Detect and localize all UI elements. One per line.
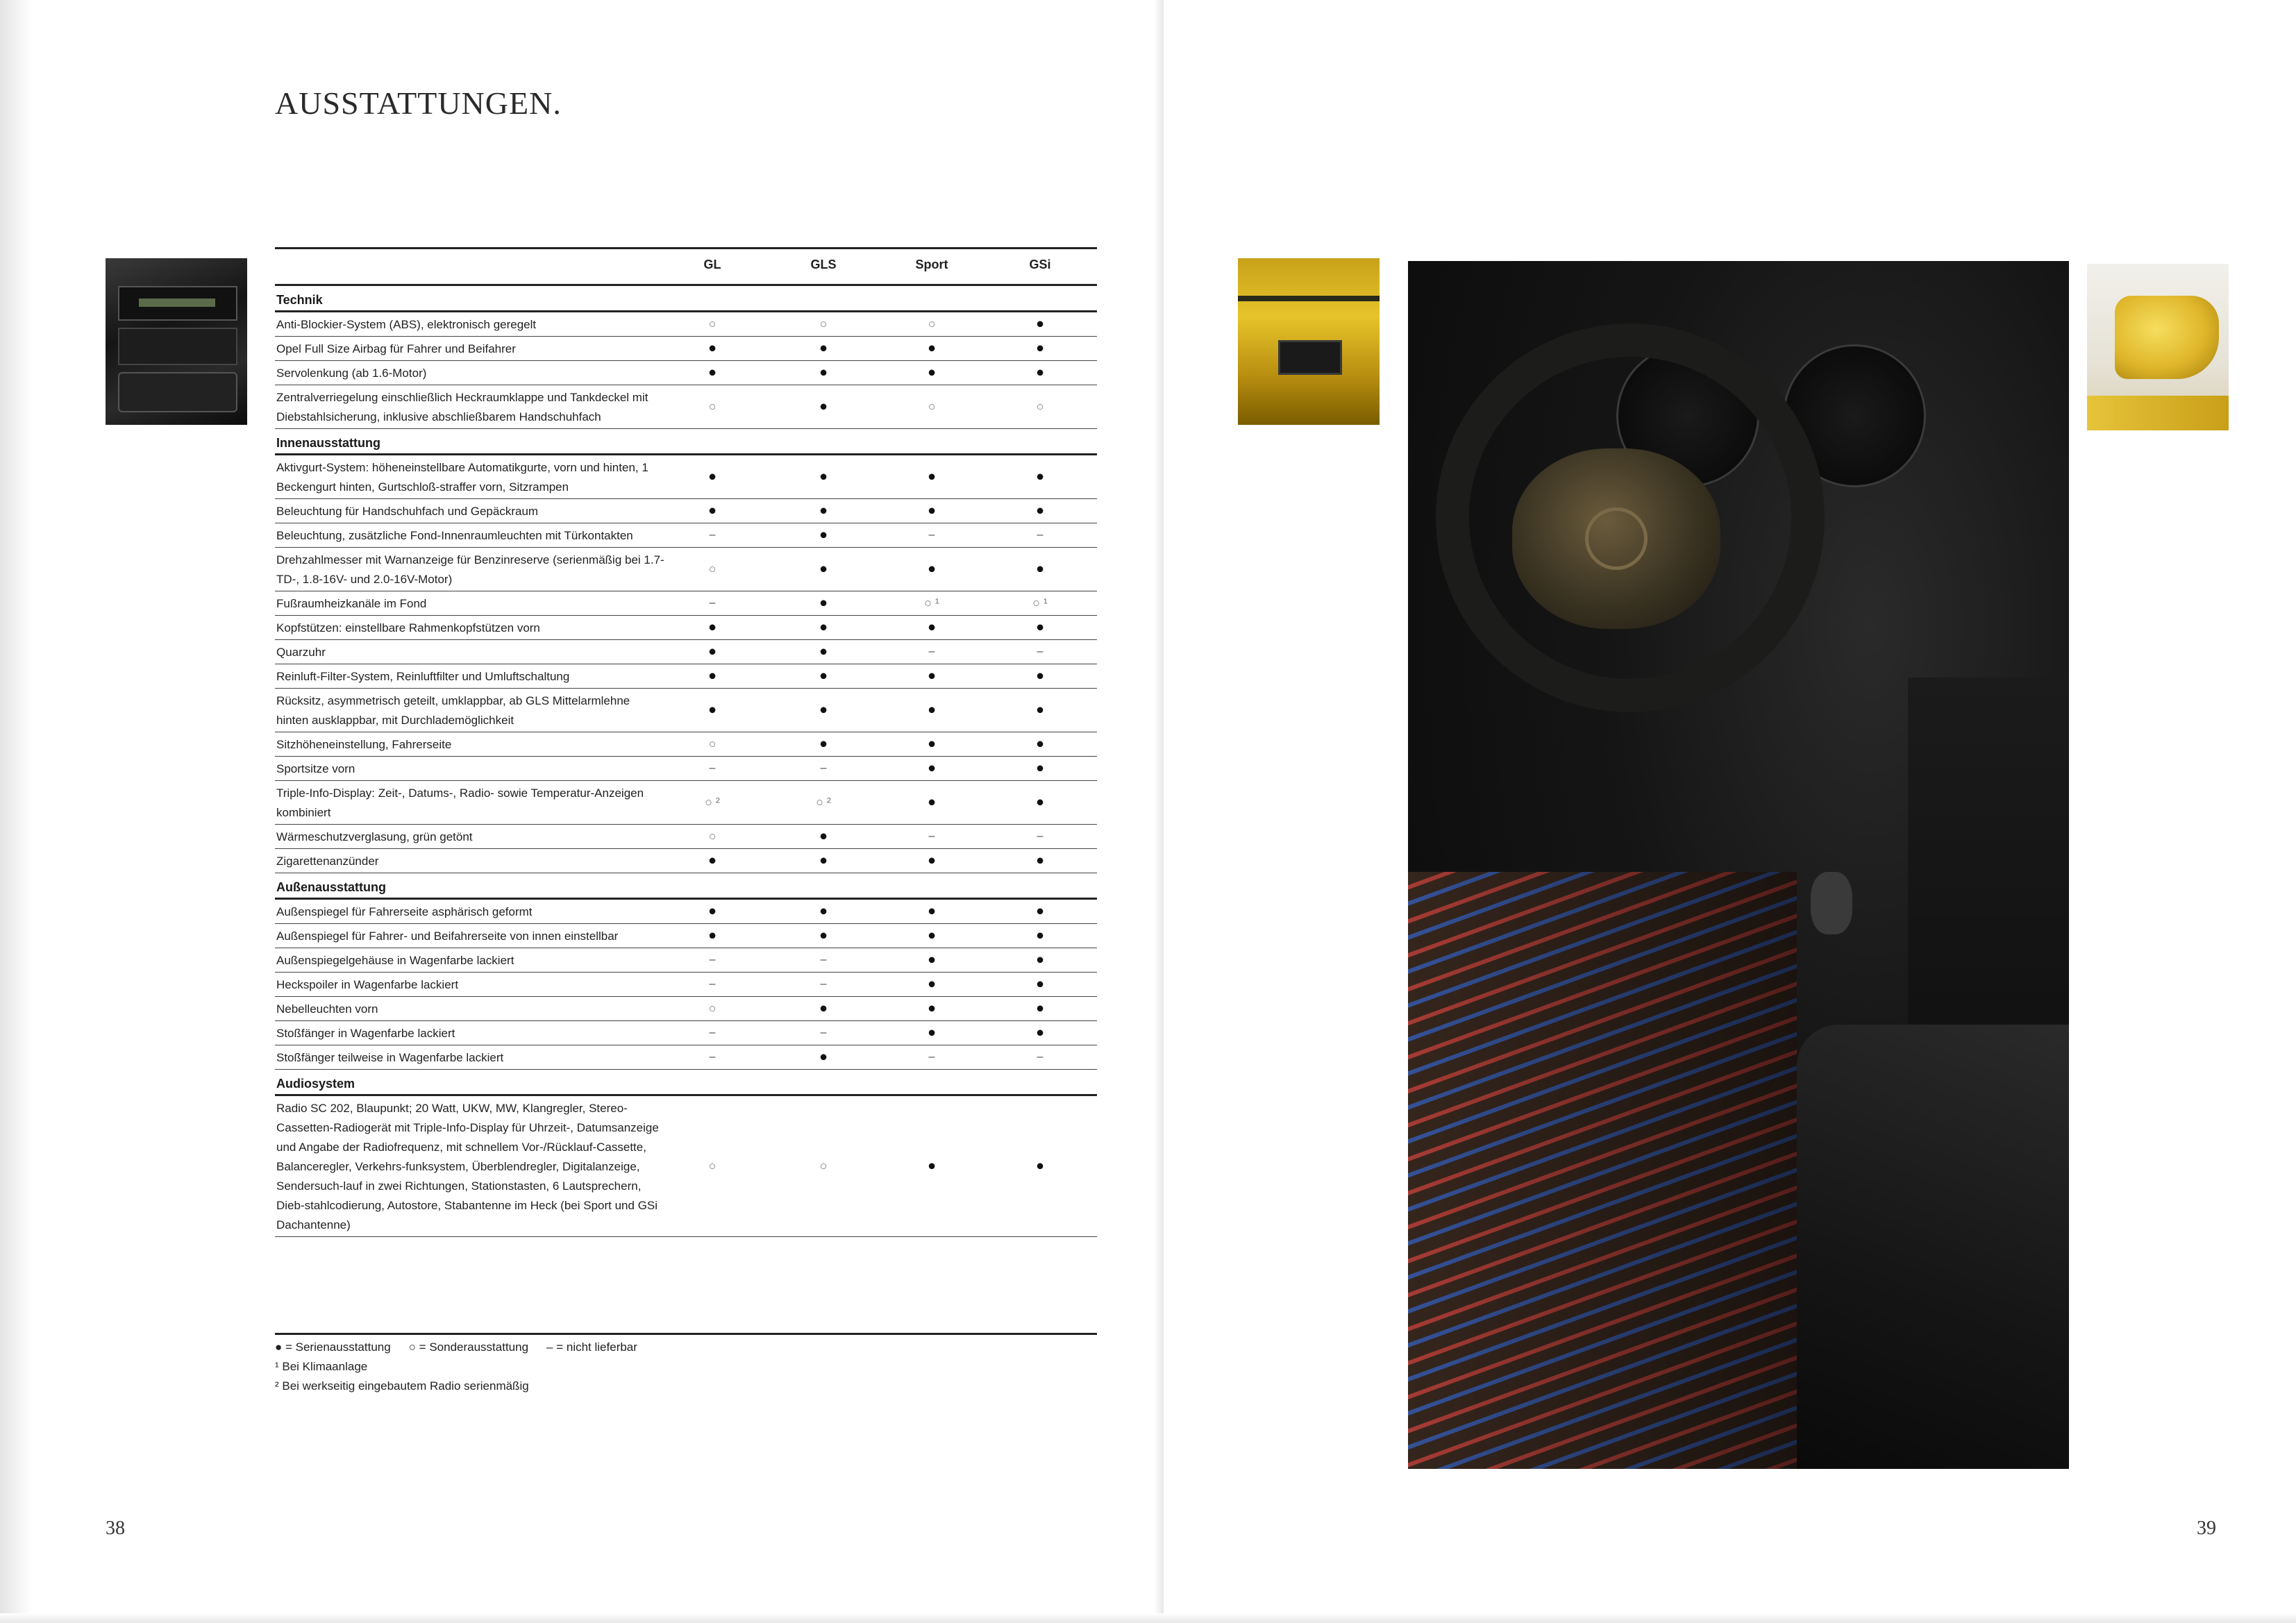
column-header-gl: GL <box>703 258 721 271</box>
optional-mark: ○ <box>1036 399 1044 414</box>
table-row <box>275 616 1097 640</box>
door-trim <box>1238 296 1380 301</box>
standard-mark: ● <box>1035 1000 1045 1016</box>
optional-mark: ○ <box>708 1001 717 1016</box>
legend-optional: ○ = Sonderausstattung <box>408 1340 529 1354</box>
table-row <box>275 924 1097 948</box>
standard-mark: ● <box>927 852 937 868</box>
standard-mark: ● <box>819 852 828 868</box>
table-row <box>275 385 1097 429</box>
table-row <box>275 689 1097 732</box>
optional-mark: ○ <box>819 317 828 331</box>
standard-mark: ● <box>707 503 717 519</box>
feature-label: Quarzuhr <box>276 646 326 659</box>
climate-controls <box>118 372 237 412</box>
table-row <box>275 732 1097 757</box>
footnote-1: ¹ Bei Klimaanlage <box>275 1360 368 1373</box>
standard-mark: ● <box>927 952 937 968</box>
standard-mark: ● <box>1035 1025 1045 1041</box>
standard-mark: ● <box>1035 952 1045 968</box>
optional-mark: ○ ¹ <box>924 596 939 610</box>
standard-mark: ● <box>707 927 717 943</box>
standard-mark: ● <box>1035 619 1045 635</box>
standard-mark: ● <box>819 619 828 635</box>
page-number-right: 39 <box>2197 1517 2216 1539</box>
standard-mark: ● <box>1035 760 1045 776</box>
not-available-mark: – <box>709 954 716 966</box>
standard-mark: ● <box>707 469 717 485</box>
feature-label: Außenspiegel für Fahrer- und Beifahrerseite von innen einstellbar <box>276 930 619 943</box>
table-row <box>275 973 1097 997</box>
feature-label: Stoßfänger teilweise in Wagenfarbe lackiert <box>276 1051 504 1064</box>
not-available-mark: – <box>928 830 935 842</box>
standard-mark: ● <box>1035 794 1045 810</box>
not-available-mark: – <box>1037 529 1044 541</box>
table-row <box>275 664 1097 689</box>
side-mirror <box>2115 296 2219 379</box>
feature-label: Außenspiegelgehäuse in Wagenfarbe lackiert <box>276 954 514 967</box>
table-row <box>275 781 1097 825</box>
legend-standard: ● = Serienausstattung <box>275 1340 391 1354</box>
page-title: AUSSTATTUNGEN. <box>275 85 562 121</box>
feature-label: Rücksitz, asymmetrisch geteilt, umklappbar, ab GLS Mittelarmlehne hinten ausklappbar, mit Durchlademöglichkeit <box>276 694 630 727</box>
standard-mark: ● <box>819 644 828 659</box>
standard-mark: ● <box>1035 340 1045 356</box>
standard-mark: ● <box>927 736 937 752</box>
standard-mark: ● <box>819 736 828 752</box>
standard-mark: ● <box>707 364 717 380</box>
standard-mark: ● <box>819 561 828 577</box>
table-row <box>275 825 1097 849</box>
standard-mark: ● <box>819 668 828 684</box>
gear-shifter <box>1811 872 1852 934</box>
table-row <box>275 849 1097 873</box>
standard-mark: ● <box>1035 503 1045 519</box>
standard-mark: ● <box>927 668 937 684</box>
standard-mark: ● <box>819 503 828 519</box>
optional-mark: ○ <box>708 1159 717 1173</box>
feature-label: Kopfstützen: einstellbare Rahmenkopfstützen vorn <box>276 621 540 634</box>
feature-label: Zentralverriegelung einschließlich Heckraumklappe und Tankdeckel mit Diebstahlsicherung, inklusive abschließbarem Handschuhfach <box>276 391 648 423</box>
table-row <box>275 312 1097 337</box>
feature-label: Nebelleuchten vorn <box>276 1002 378 1016</box>
not-available-mark: – <box>928 529 935 541</box>
legend-symbols <box>275 1333 1097 1354</box>
page-number-left: 38 <box>106 1517 125 1539</box>
standard-mark: ● <box>819 702 828 718</box>
not-available-mark: – <box>709 978 716 990</box>
feature-label: Sitzhöheneinstellung, Fahrerseite <box>276 738 452 751</box>
not-available-mark: – <box>1037 830 1044 842</box>
door-handle <box>1278 340 1342 375</box>
optional-mark: ○ <box>819 1159 828 1173</box>
column-header-sport: Sport <box>915 258 948 271</box>
standard-mark: ● <box>1035 927 1045 943</box>
standard-mark: ● <box>1035 903 1045 919</box>
page-edge <box>0 0 32 1623</box>
standard-mark: ● <box>707 619 717 635</box>
standard-mark: ● <box>927 503 937 519</box>
not-available-mark: – <box>820 978 827 990</box>
optional-mark: ○ ¹ <box>1032 596 1048 610</box>
standard-mark: ● <box>927 976 937 992</box>
table-row <box>275 948 1097 973</box>
optional-mark: ○ <box>928 399 936 414</box>
standard-mark: ● <box>927 760 937 776</box>
legend <box>275 1333 1097 1393</box>
legend-not-available: – = nicht lieferbar <box>546 1340 637 1354</box>
section-title: Technik <box>275 286 1097 312</box>
table-row <box>275 548 1097 591</box>
standard-mark: ● <box>927 619 937 635</box>
table-row <box>275 499 1097 523</box>
passenger-seat <box>1797 1025 2069 1469</box>
table-row <box>275 1021 1097 1045</box>
standard-mark: ● <box>819 340 828 356</box>
standard-mark: ● <box>707 702 717 718</box>
standard-mark: ● <box>927 903 937 919</box>
standard-mark: ● <box>1035 668 1045 684</box>
not-available-mark: – <box>1037 646 1044 657</box>
not-available-mark: – <box>820 1027 827 1038</box>
not-available-mark: – <box>820 954 827 966</box>
table-row <box>275 640 1097 664</box>
standard-mark: ● <box>819 903 828 919</box>
feature-label: Heckspoiler in Wagenfarbe lackiert <box>276 978 459 991</box>
optional-mark: ○ ² <box>816 795 831 809</box>
standard-mark: ● <box>927 1000 937 1016</box>
standard-mark: ● <box>927 794 937 810</box>
not-available-mark: – <box>709 762 716 774</box>
optional-mark: ○ <box>708 737 717 751</box>
standard-mark: ● <box>1035 561 1045 577</box>
standard-mark: ● <box>1035 736 1045 752</box>
optional-mark: ○ <box>928 317 936 331</box>
standard-mark: ● <box>819 927 828 943</box>
table-row <box>275 591 1097 616</box>
section-title: Audiosystem <box>275 1070 1097 1096</box>
not-available-mark: – <box>709 597 716 609</box>
mirror-photo <box>2087 264 2229 430</box>
standard-mark: ● <box>1035 316 1045 332</box>
feature-label: Zigarettenanzünder <box>276 855 379 868</box>
section-title: Innenausstattung <box>275 429 1097 455</box>
standard-mark: ● <box>707 340 717 356</box>
radio-buttons <box>118 328 237 365</box>
standard-mark: ● <box>819 1000 828 1016</box>
table-row <box>275 455 1097 499</box>
standard-mark: ● <box>707 852 717 868</box>
optional-mark: ○ <box>708 317 717 331</box>
feature-label: Drehzahlmesser mit Warnanzeige für Benzinreserve (serienmäßig bei 1.7-TD-, 1.8-16V- und 2.0-16V-Motor) <box>276 553 664 586</box>
standard-mark: ● <box>819 364 828 380</box>
feature-label: Servolenkung (ab 1.6-Motor) <box>276 367 427 380</box>
standard-mark: ● <box>1035 976 1045 992</box>
feature-label: Stoßfänger in Wagenfarbe lackiert <box>276 1027 455 1040</box>
standard-mark: ● <box>927 927 937 943</box>
not-available-mark: – <box>709 529 716 541</box>
feature-label: Außenspiegel für Fahrerseite asphärisch geformt <box>276 905 533 918</box>
not-available-mark: – <box>1037 1051 1044 1063</box>
radio-display <box>118 286 237 321</box>
column-header-gls: GLS <box>810 258 837 271</box>
table-row <box>275 1096 1097 1237</box>
table-header <box>275 247 1097 286</box>
standard-mark: ● <box>927 340 937 356</box>
interior-photo <box>1408 261 2069 1469</box>
feature-label: Wärmeschutzverglasung, grün getönt <box>276 830 473 843</box>
feature-label: Beleuchtung für Handschuhfach und Gepäckraum <box>276 505 539 518</box>
car-body <box>2087 396 2229 430</box>
feature-label: Triple-Info-Display: Zeit-, Datums-, Radio- sowie Temperatur-Anzeigen kombiniert <box>276 787 644 819</box>
optional-mark: ○ <box>708 399 717 414</box>
not-available-mark: – <box>928 646 935 657</box>
standard-mark: ● <box>927 1158 937 1174</box>
column-header-gsi: GSi <box>1029 258 1051 271</box>
standard-mark: ● <box>819 469 828 485</box>
feature-label: Sportsitze vorn <box>276 762 355 775</box>
optional-mark: ○ <box>708 562 717 576</box>
table-row <box>275 757 1097 781</box>
standard-mark: ● <box>1035 702 1045 718</box>
feature-label: Aktivgurt-System: höheneinstellbare Automatikgurte, vorn und hinten, 1 Beckengurt hinten, Gurtschloß-straffer vorn, Sitzrampen <box>276 461 648 494</box>
table-row <box>275 361 1097 385</box>
standard-mark: ● <box>1035 1158 1045 1174</box>
standard-mark: ● <box>819 1049 828 1065</box>
table-row <box>275 1045 1097 1070</box>
feature-label: Beleuchtung, zusätzliche Fond-Innenraumleuchten mit Türkontakten <box>276 529 633 542</box>
standard-mark: ● <box>707 668 717 684</box>
table-row <box>275 523 1097 548</box>
table-row <box>275 997 1097 1021</box>
standard-mark: ● <box>927 561 937 577</box>
standard-mark: ● <box>1035 469 1045 485</box>
feature-label: Opel Full Size Airbag für Fahrer und Beifahrer <box>276 342 516 355</box>
feature-label: Radio SC 202, Blaupunkt; 20 Watt, UKW, MW, Klangregler, Stereo-Cassetten-Radiogerät mit Triple-Info-Display für Uhrzeit-, Datumsanzeige und Angabe der Radiofrequenz, mit schnellem Vor-/Rücklauf-Cassette, Balanceregler, Verkehrs-funksystem, Überblendregler, Digitalanzeige, Sendersuch-lauf in zwei Richtungen, Stationstasten, 6 Lautsprechern, Dieb-stahlcodierung, Autostore, Stabantenne im Heck (bei Sport und GSi Dachantenne) <box>276 1102 659 1231</box>
standard-mark: ● <box>927 702 937 718</box>
not-available-mark: – <box>928 1051 935 1063</box>
equipment-table <box>275 247 1097 1237</box>
feature-label: Anti-Blockier-System (ABS), elektronisch geregelt <box>276 318 537 331</box>
feature-label: Reinluft-Filter-System, Reinluftfilter und Umluftschaltung <box>276 670 570 683</box>
standard-mark: ● <box>707 644 717 659</box>
table-row <box>275 337 1097 361</box>
table-row <box>275 900 1097 924</box>
standard-mark: ● <box>927 364 937 380</box>
not-available-mark: – <box>820 762 827 774</box>
standard-mark: ● <box>819 398 828 414</box>
standard-mark: ● <box>927 469 937 485</box>
section-title: Außenausstattung <box>275 873 1097 900</box>
page-bottom-edge <box>0 1613 2296 1623</box>
standard-mark: ● <box>819 595 828 611</box>
not-available-mark: – <box>709 1051 716 1063</box>
optional-mark: ○ <box>708 829 717 843</box>
door-handle-photo <box>1238 258 1380 425</box>
feature-label: Fußraumheizkanäle im Fond <box>276 597 427 610</box>
standard-mark: ● <box>927 1025 937 1041</box>
standard-mark: ● <box>1035 852 1045 868</box>
optional-mark: ○ ² <box>705 795 720 809</box>
radio-photo <box>106 258 247 425</box>
not-available-mark: – <box>709 1027 716 1038</box>
standard-mark: ● <box>1035 364 1045 380</box>
driver-seat <box>1408 872 1797 1469</box>
standard-mark: ● <box>819 828 828 844</box>
standard-mark: ● <box>707 903 717 919</box>
footnote-2: ² Bei werkseitig eingebautem Radio serienmäßig <box>275 1379 529 1393</box>
opel-logo <box>1585 507 1648 570</box>
table-body <box>275 286 1097 1237</box>
standard-mark: ● <box>819 527 828 543</box>
